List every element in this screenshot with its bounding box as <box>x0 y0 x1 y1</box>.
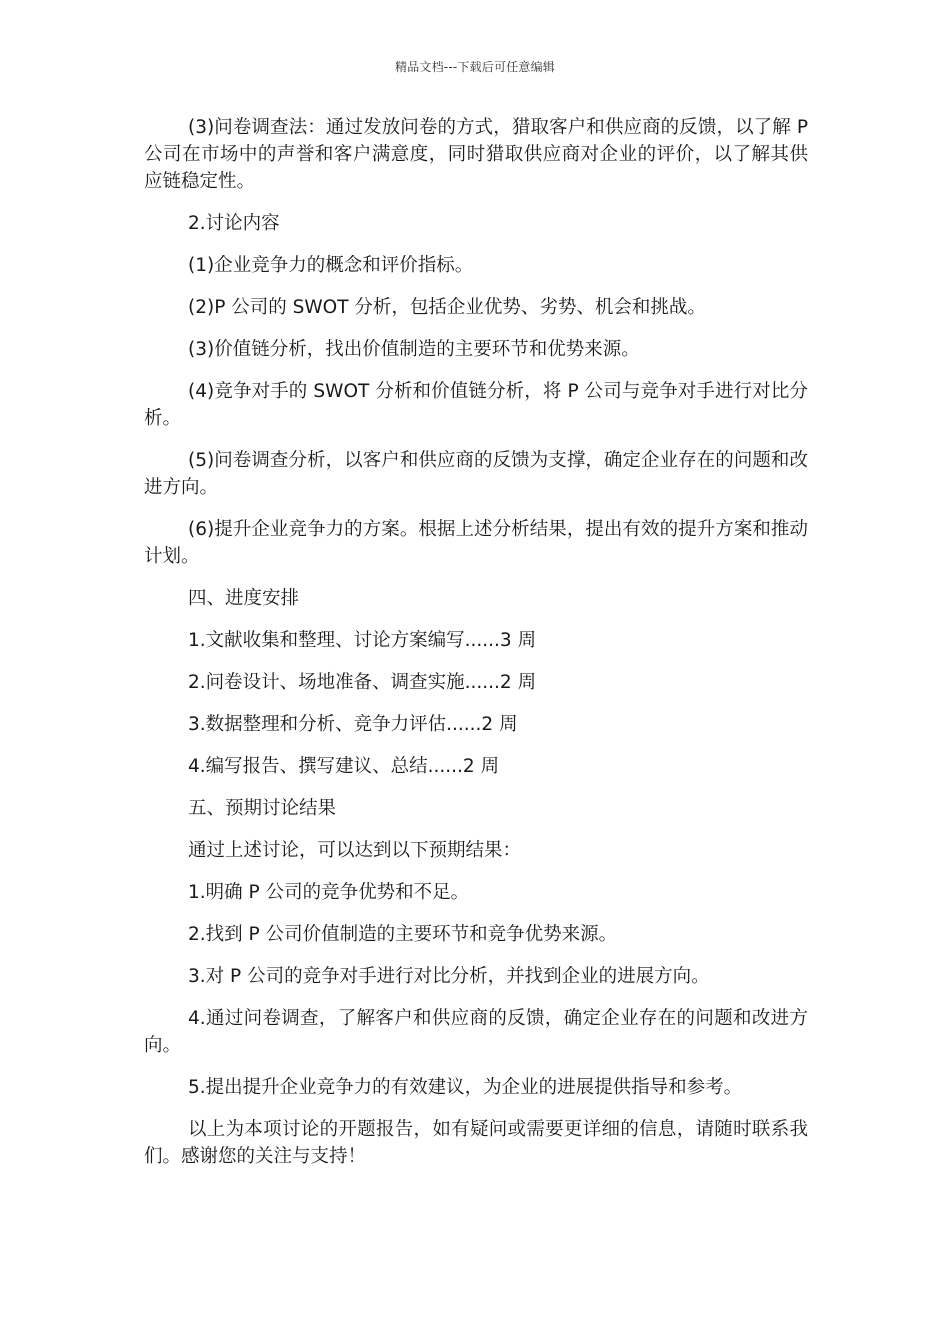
list-item: (2)P 公司的 SWOT 分析，包括企业优势、劣势、机会和挑战。 <box>188 297 706 318</box>
paragraph-survey-method: (3)问卷调查法：通过发放问卷的方式，猎取客户和供应商的反馈，以了解 P 公司在市场中的声誉和客户满意度，同时猎取供应商对企业的评价，以了解其供应链稳定性。 <box>144 117 808 192</box>
result-item: 5.提出提升企业竞争力的有效建议，为企业的进展提供指导和参考。 <box>188 1077 743 1098</box>
list-item: (3)价值链分析，找出价值制造的主要环节和优势来源。 <box>188 339 640 360</box>
list-item: (5)问卷调查分析，以客户和供应商的反馈为支撑，确定企业存在的问题和改进方向。 <box>144 450 808 498</box>
section-heading-schedule: 四、进度安排 <box>188 588 300 609</box>
page-header: 精品文档---下载后可任意编辑 <box>395 60 555 74</box>
paragraph-closing: 以上为本项讨论的开题报告，如有疑问或需要更详细的信息，请随时联系我们。感谢您的关注与支持！ <box>144 1119 808 1167</box>
result-item: 4.通过问卷调查，了解客户和供应商的反馈，确定企业存在的问题和改进方向。 <box>144 1008 808 1056</box>
list-item: (1)企业竞争力的概念和评价指标。 <box>188 255 474 276</box>
schedule-item: 4.编写报告、撰写建议、总结......2 周 <box>188 756 500 777</box>
result-item: 2.找到 P 公司价值制造的主要环节和竞争优势来源。 <box>188 924 618 945</box>
list-item: (6)提升企业竞争力的方案。根据上述分析结果，提出有效的提升方案和推动计划。 <box>144 519 808 567</box>
section-heading-research-content: 2.讨论内容 <box>188 213 280 234</box>
section-heading-expected-results: 五、预期讨论结果 <box>188 798 337 819</box>
paragraph-intro-results: 通过上述讨论，可以达到以下预期结果： <box>188 840 522 861</box>
schedule-item: 1.文献收集和整理、讨论方案编写......3 周 <box>188 630 537 651</box>
result-item: 3.对 P 公司的竞争对手进行对比分析，并找到企业的进展方向。 <box>188 966 710 987</box>
list-item: (4)竞争对手的 SWOT 分析和价值链分析，将 P 公司与竞争对手进行对比分析。 <box>144 381 808 429</box>
result-item: 1.明确 P 公司的竞争优势和不足。 <box>188 882 470 903</box>
schedule-item: 2.问卷设计、场地准备、调查实施......2 周 <box>188 672 537 693</box>
schedule-item: 3.数据整理和分析、竞争力评估......2 周 <box>188 714 518 735</box>
document-body <box>144 114 808 1185</box>
